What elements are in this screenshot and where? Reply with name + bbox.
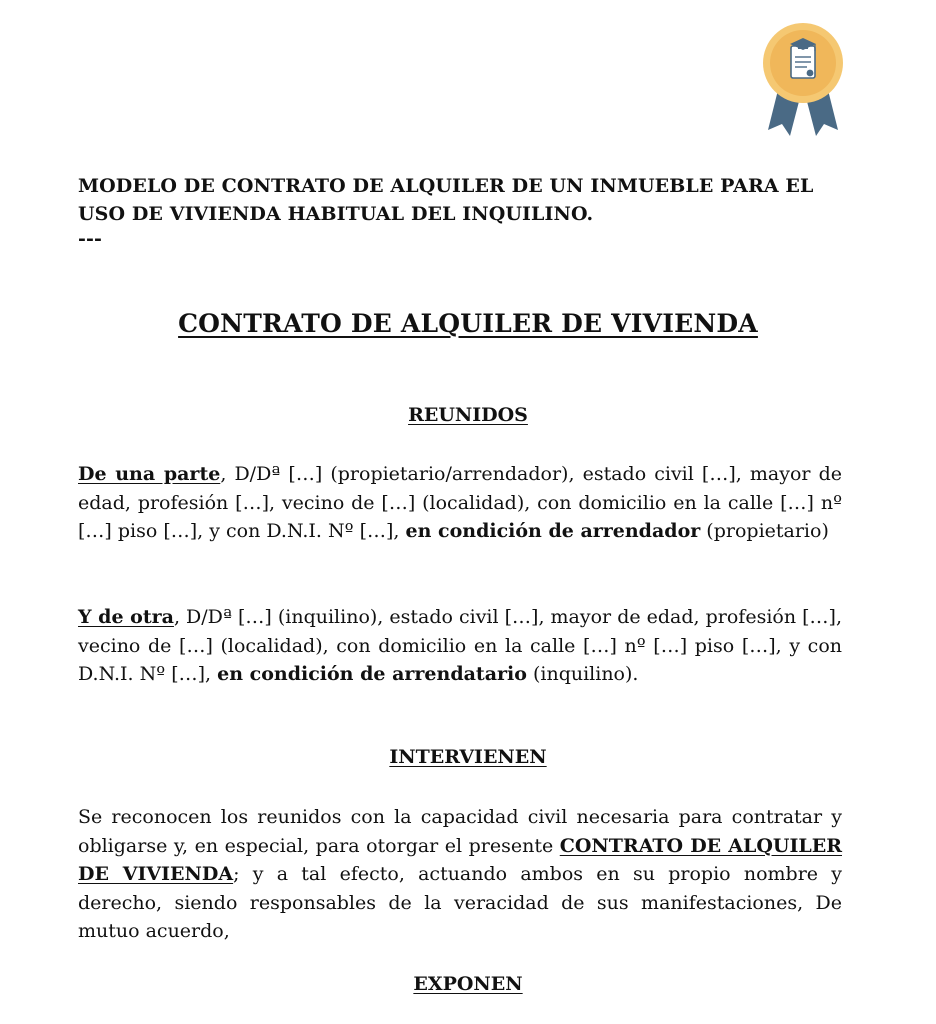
party-two-lead: Y de otra bbox=[78, 606, 174, 628]
intervienen-paragraph bbox=[78, 803, 842, 946]
header-line-1: MODELO DE CONTRATO DE ALQUILER DE UN INMUEBLE PARA EL bbox=[78, 175, 814, 197]
party-one-paragraph bbox=[78, 460, 842, 546]
heading-exponen: EXPONEN bbox=[413, 973, 523, 995]
intervienen-text-before: Se reconocen los reunidos con la capacidad civil necesaria para contratar y obligarse y, en especial, para otorgar el presente bbox=[78, 806, 842, 857]
certificate-award-icon bbox=[760, 20, 846, 142]
party-two-paragraph bbox=[78, 603, 842, 689]
party-two-text: , D/Dª […] (inquilino), estado civil […], mayor de edad, profesión […], vecino de […] (localidad), con domicilio en la calle […] nº […] piso […], y con D.N.I. Nº […], bbox=[78, 606, 842, 685]
intervienen-text-after: ; y a tal efecto, actuando ambos en su propio nombre y derecho, siendo responsables de la veracidad de sus manifestaciones, De mutuo acuerdo, bbox=[78, 863, 842, 942]
party-one-tail: (propietario) bbox=[700, 520, 829, 542]
party-two-tail: (inquilino). bbox=[526, 663, 639, 685]
party-one-lead: De una parte bbox=[78, 463, 221, 485]
heading-reunidos: REUNIDOS bbox=[408, 404, 528, 426]
intervienen-contract-name: CONTRATO DE ALQUILER DE VIVIENDA bbox=[78, 834, 842, 885]
heading-intervienen: INTERVIENEN bbox=[389, 746, 547, 768]
party-two-role: en condición de arrendatario bbox=[217, 663, 527, 685]
contract-title: CONTRATO DE ALQUILER DE VIVIENDA bbox=[178, 309, 758, 338]
party-one-text: , D/Dª […] (propietario/arrendador), estado civil […], mayor de edad, profesión […], vecino de […] (localidad), con domicilio en la calle […] nº […] piso […], y con D.N.I. Nº […], bbox=[78, 463, 842, 542]
header-line-2: USO DE VIVIENDA HABITUAL DEL INQUILINO. bbox=[78, 203, 594, 225]
party-one-role: en condición de arrendador bbox=[405, 520, 701, 542]
header-separator: --- bbox=[78, 228, 102, 250]
document-header bbox=[78, 172, 858, 250]
